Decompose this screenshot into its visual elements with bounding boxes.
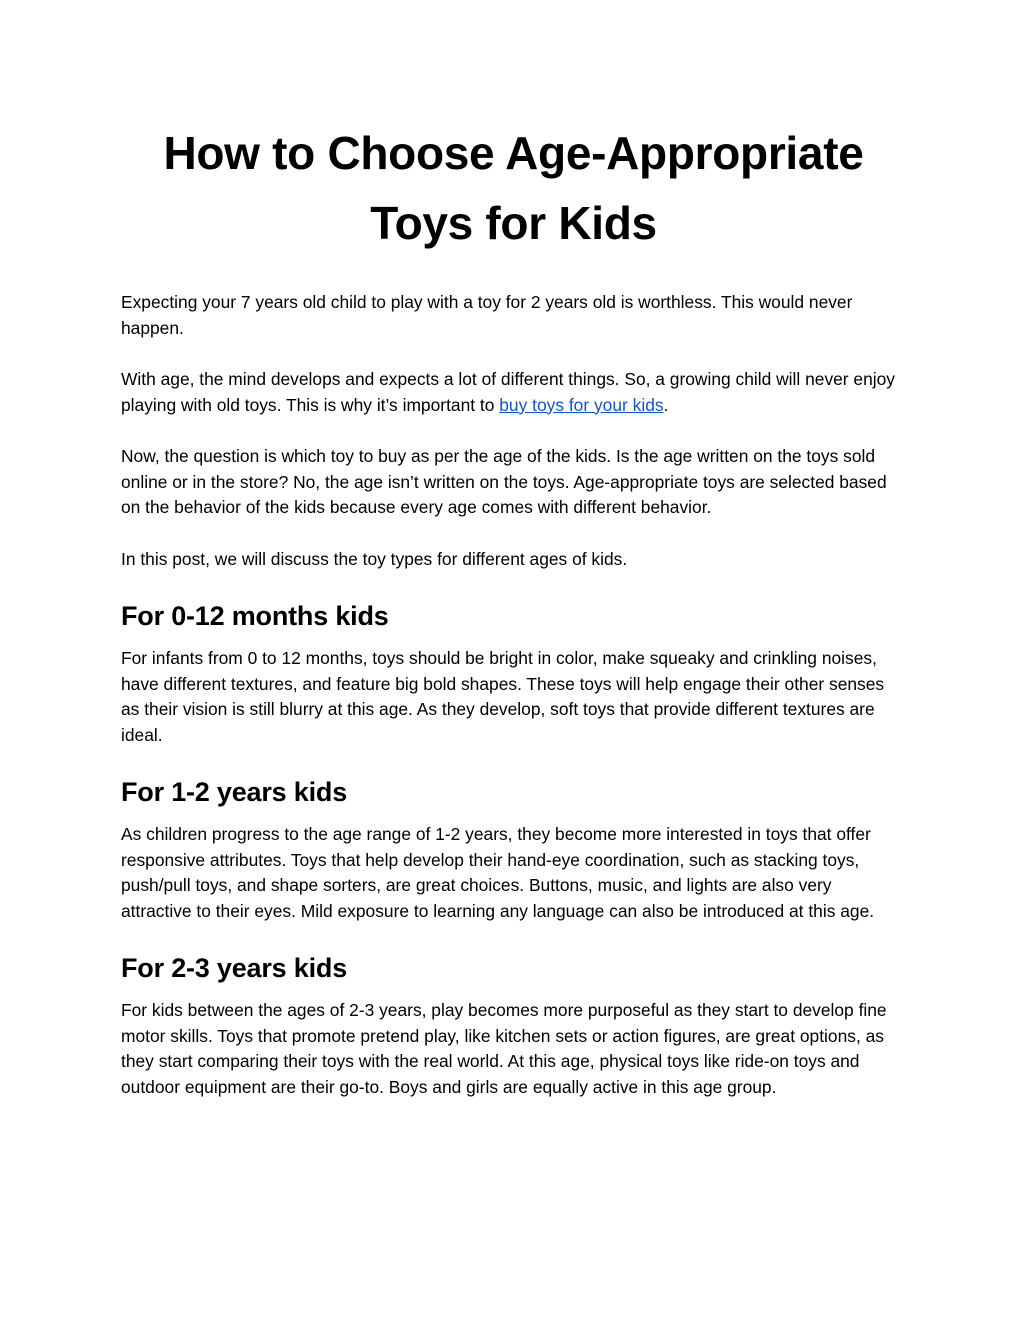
section-heading-2-3-years: For 2-3 years kids: [121, 953, 348, 983]
intro-paragraph-3: Now, the question is which toy to buy as per the age of the kids. Is the age written on the toys sold online or in the store? No, the age isn’t written on the toys. Age-appropriate toys are selected based on the behavior of the kids because every age comes with different behavior.: [121, 446, 887, 517]
intro-paragraph-4: In this post, we will discuss the toy types for different ages of kids.: [121, 548, 628, 569]
section-heading-1-2-years: For 1-2 years kids: [121, 777, 348, 807]
section-heading-0-12-months: For 0-12 months kids: [121, 601, 389, 631]
intro-paragraph-2: [121, 367, 906, 418]
section-body-0-12-months: For infants from 0 to 12 months, toys should be bright in color, make squeaky and crinkling noises, have different textures, and feature big bold shapes. These toys will help engage their other senses as their vision is still blurry at this age. As they develop, soft toys that provide different textures are ideal.: [121, 648, 885, 745]
buy-toys-link[interactable]: buy toys for your kids: [499, 394, 664, 415]
intro-paragraph-2-text-end: .: [663, 394, 669, 415]
section-body-1-2-years: As children progress to the age range of 1-2 years, they become more interested in toys that offer responsive attributes. Toys that help develop their hand-eye coordination, such as stacking toys, push/pull toys, and shape sorters, are great choices. Buttons, music, and lights are also very attractive to their eyes. Mild exposure to learning any language can also be introduced at this age.: [121, 824, 875, 921]
page-title: How to Choose Age-Appropriate Toys for Kids: [163, 127, 864, 249]
intro-paragraph-2-text-start: With age, the mind develops and expects a lot of different things. So, a growing child will never enjoy playing with old toys. This is why it’s important to: [121, 369, 896, 415]
section-body-2-3-years: For kids between the ages of 2-3 years, play becomes more purposeful as they start to develop fine motor skills. Toys that promote pretend play, like kitchen sets or action figures, are great options, as they start comparing their toys with the real world. At this age, physical toys like ride-on toys and outdoor equipment are their go-to. Boys and girls are equally active in this age group.: [121, 1000, 887, 1097]
intro-paragraph-1: Expecting your 7 years old child to play with a toy for 2 years old is worthless. This would never happen.: [121, 292, 853, 338]
document-page: [121, 118, 906, 1100]
